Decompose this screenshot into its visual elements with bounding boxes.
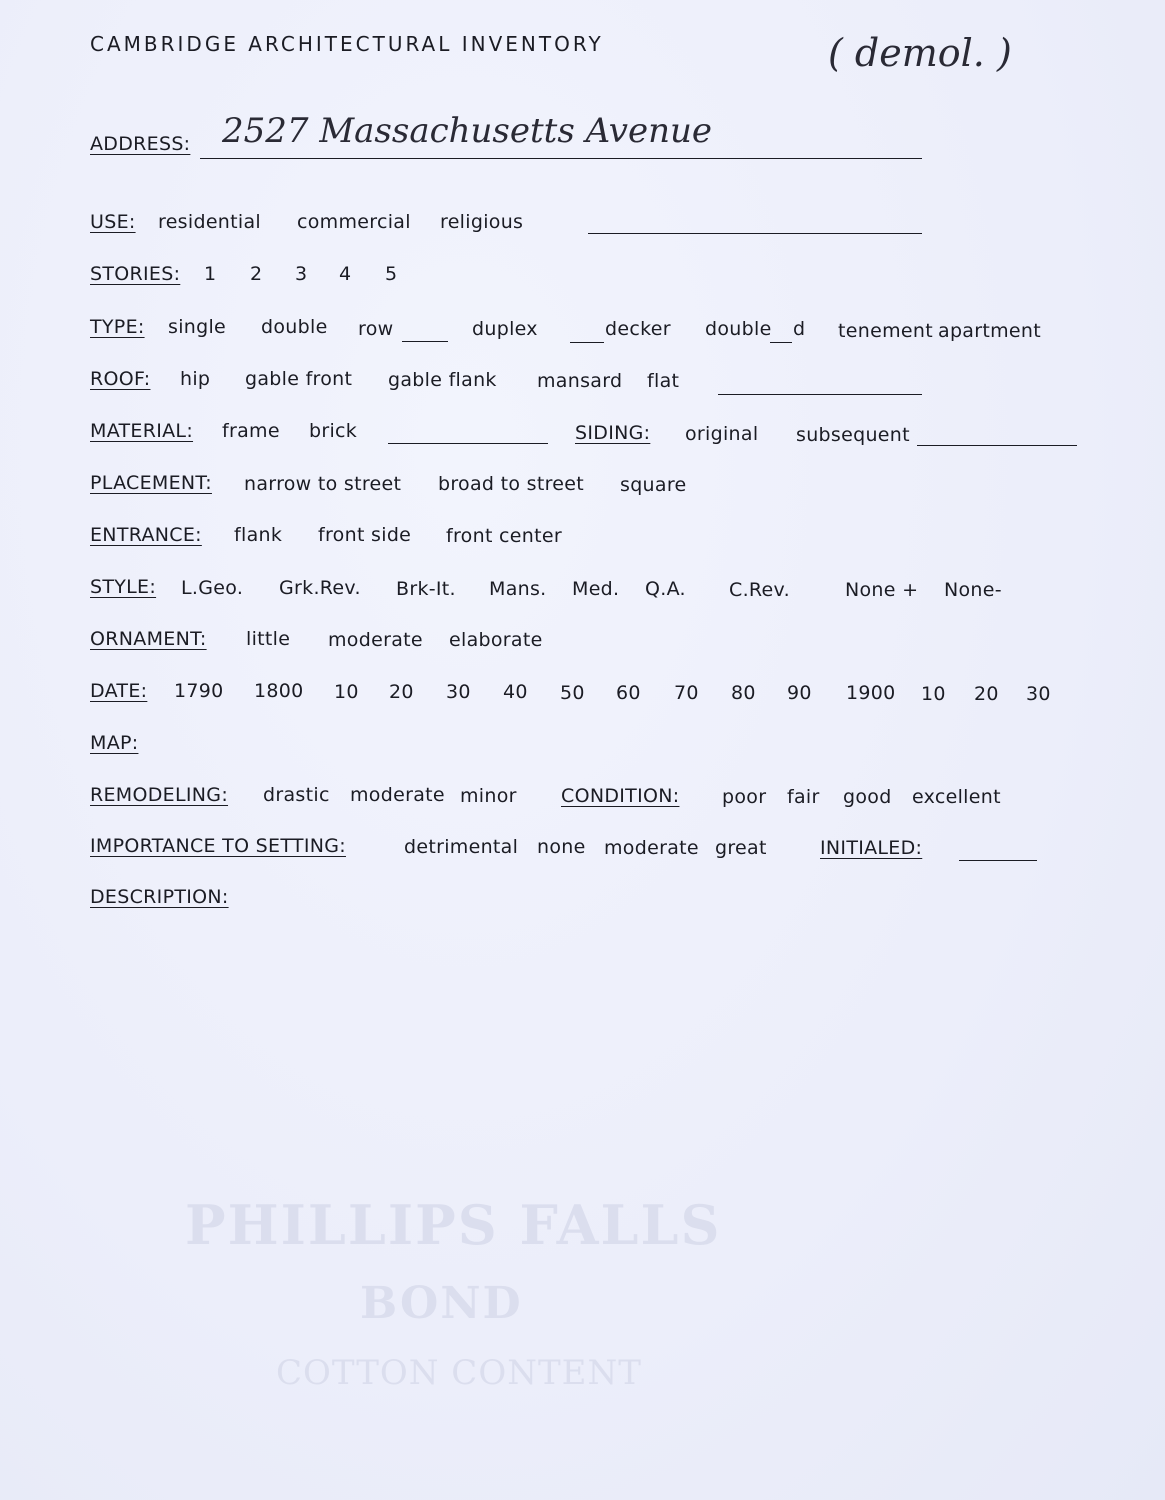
roof-option: mansard xyxy=(537,370,623,392)
material-label: MATERIAL: xyxy=(90,420,194,442)
stories-option: 1 xyxy=(204,263,217,285)
decker-blank-line xyxy=(570,342,604,343)
form-title: CAMBRIDGE ARCHITECTURAL INVENTORY xyxy=(90,32,604,56)
entrance-option: front center xyxy=(446,525,562,547)
date-option: 1790 xyxy=(174,680,224,702)
type-option: double xyxy=(261,316,328,338)
date-option: 1900 xyxy=(846,682,896,704)
map-label: MAP: xyxy=(90,732,139,754)
entrance-option: front side xyxy=(318,524,412,546)
ornament-option: elaborate xyxy=(449,629,543,651)
siding-option: subsequent xyxy=(796,424,910,446)
style-option: Mans. xyxy=(489,578,547,600)
style-option: Med. xyxy=(572,578,620,600)
type-label: TYPE: xyxy=(90,316,145,338)
siding-label: SIDING: xyxy=(575,422,651,444)
use-other-line xyxy=(588,233,922,234)
date-option: 1800 xyxy=(254,680,304,702)
condition-option: fair xyxy=(787,786,820,808)
row-blank-line xyxy=(402,341,448,342)
address-line xyxy=(200,158,922,159)
ornament-option: moderate xyxy=(328,629,423,651)
ornament-label: ORNAMENT: xyxy=(90,628,207,650)
style-option: None + xyxy=(845,579,919,601)
use-option: residential xyxy=(158,211,262,233)
date-option: 10 xyxy=(334,681,359,703)
type-option: d xyxy=(793,318,806,340)
type-option: row xyxy=(358,318,394,340)
importance-label: IMPORTANCE TO SETTING: xyxy=(90,835,346,857)
entrance-label: ENTRANCE: xyxy=(90,524,202,546)
date-option: 20 xyxy=(974,683,999,705)
roof-option: flat xyxy=(647,370,680,392)
ornament-option: little xyxy=(246,628,291,650)
placement-option: broad to street xyxy=(438,473,585,495)
roof-option: hip xyxy=(180,368,211,390)
style-label: STYLE: xyxy=(90,576,157,598)
siding-option: original xyxy=(685,423,759,445)
date-option: 50 xyxy=(560,682,585,704)
material-option: frame xyxy=(222,420,280,442)
roof-other-line xyxy=(718,394,922,395)
address-value: 2527 Massachusetts Avenue xyxy=(222,111,712,151)
type-option: single xyxy=(168,316,227,338)
type-option: decker xyxy=(605,318,671,340)
stories-option: 4 xyxy=(339,263,352,285)
stories-option: 2 xyxy=(250,263,263,285)
date-option: 40 xyxy=(503,681,528,703)
condition-option: poor xyxy=(722,786,767,808)
material-other-line xyxy=(388,443,548,444)
material-option: brick xyxy=(309,420,358,442)
handwritten-demolished-note: ( demol. ) xyxy=(828,31,1012,75)
type-option: duplex xyxy=(472,318,538,340)
remodeling-option: moderate xyxy=(350,784,445,806)
initialed-line xyxy=(959,860,1037,861)
condition-option: excellent xyxy=(912,786,1001,808)
style-option: Grk.Rev. xyxy=(279,577,361,599)
date-option: 30 xyxy=(446,681,471,703)
initialed-label: INITIALED: xyxy=(820,837,923,859)
roof-label: ROOF: xyxy=(90,368,151,390)
description-label: DESCRIPTION: xyxy=(90,886,229,908)
use-label: USE: xyxy=(90,211,136,233)
remodeling-option: drastic xyxy=(263,784,330,806)
placement-option: narrow to street xyxy=(244,473,402,495)
style-option: L.Geo. xyxy=(181,577,244,599)
condition-label: CONDITION: xyxy=(561,785,680,807)
date-label: DATE: xyxy=(90,680,148,702)
address-label: ADDRESS: xyxy=(90,133,191,155)
siding-other-line xyxy=(917,445,1077,446)
importance-option: detrimental xyxy=(404,836,519,858)
style-option: Q.A. xyxy=(645,578,686,600)
paper-watermark-line: BOND xyxy=(360,1278,523,1329)
placement-label: PLACEMENT: xyxy=(90,472,212,494)
remodeling-option: minor xyxy=(460,785,517,807)
stories-label: STORIES: xyxy=(90,263,181,285)
type-option: double xyxy=(705,318,772,340)
condition-option: good xyxy=(843,786,892,808)
date-option: 60 xyxy=(616,682,641,704)
importance-option: none xyxy=(537,836,586,858)
use-option: commercial xyxy=(297,211,411,233)
date-option: 10 xyxy=(921,683,946,705)
date-option: 30 xyxy=(1026,683,1051,705)
entrance-option: flank xyxy=(234,524,283,546)
importance-option: great xyxy=(715,837,767,859)
style-option: Brk-It. xyxy=(396,578,456,600)
type-option: apartment xyxy=(938,320,1041,342)
roof-option: gable flank xyxy=(388,369,497,391)
paper-watermark-line: PHILLIPS FALLS xyxy=(185,1193,722,1257)
roof-option: gable front xyxy=(245,368,353,390)
paper-watermark-line: COTTON CONTENT xyxy=(276,1353,642,1393)
date-option: 90 xyxy=(787,682,812,704)
remodeling-label: REMODELING: xyxy=(90,784,229,806)
date-option: 20 xyxy=(389,681,414,703)
date-option: 70 xyxy=(674,682,699,704)
date-option: 80 xyxy=(731,682,756,704)
use-option: religious xyxy=(440,211,524,233)
stories-option: 5 xyxy=(385,263,398,285)
double-decker-blank-line xyxy=(770,342,792,343)
placement-option: square xyxy=(620,474,687,496)
style-option: None- xyxy=(944,579,1002,601)
stories-option: 3 xyxy=(295,263,308,285)
type-option: tenement xyxy=(838,320,933,342)
style-option: C.Rev. xyxy=(729,579,790,601)
importance-option: moderate xyxy=(604,837,699,859)
